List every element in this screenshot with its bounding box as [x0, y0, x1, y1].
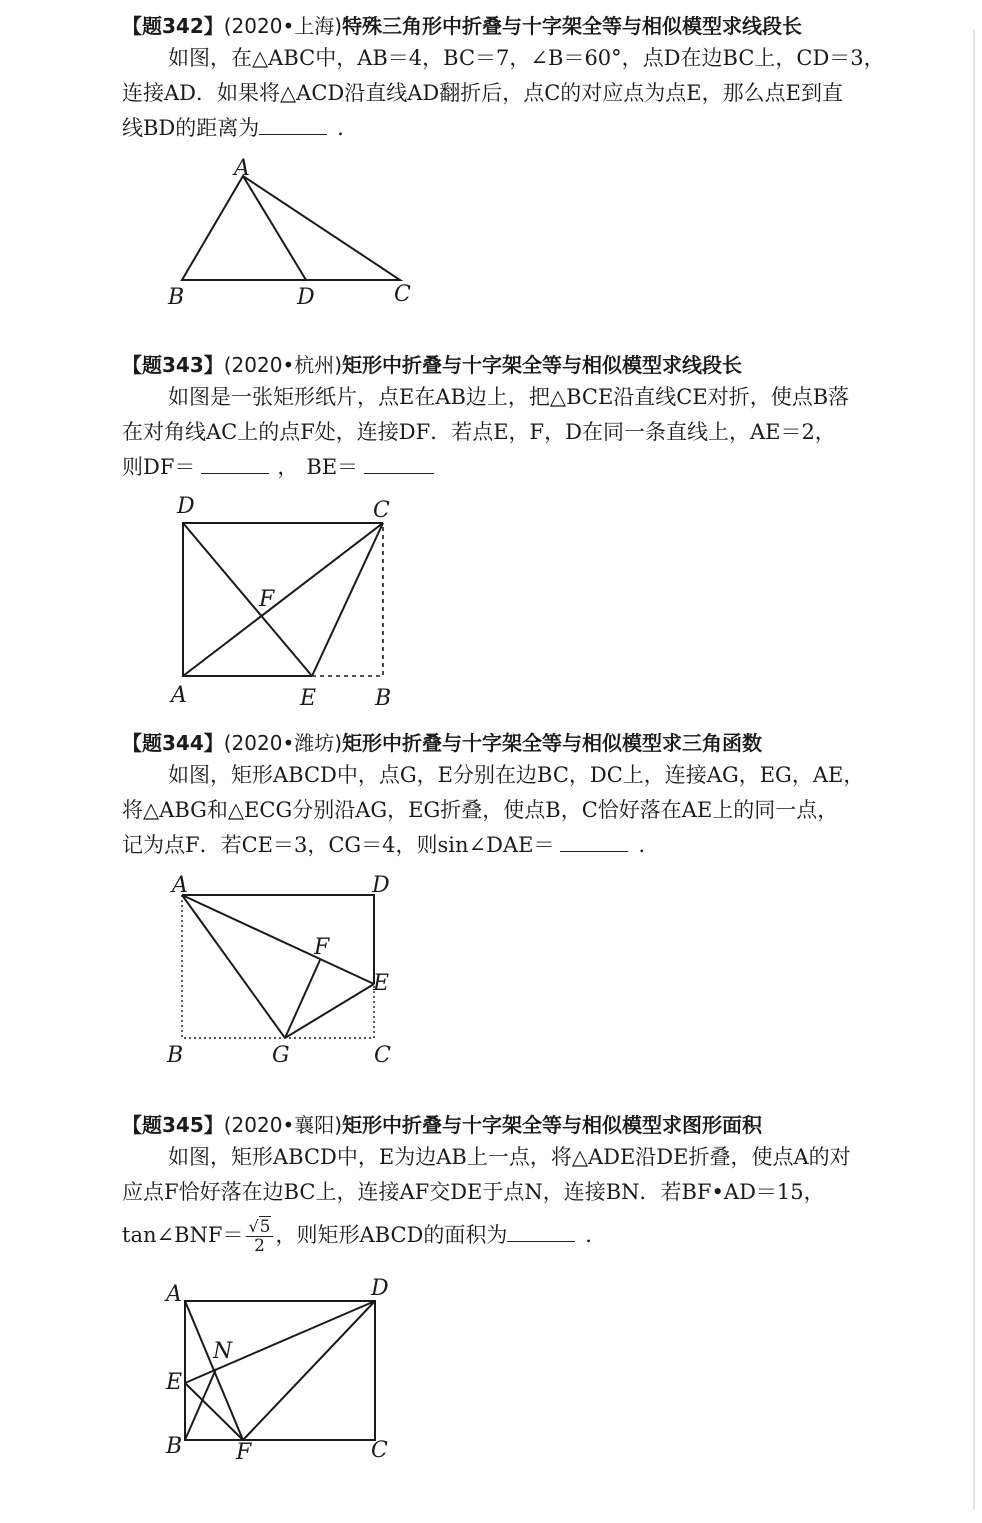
sentence-end: ． [638, 833, 660, 857]
point-label-d: D [372, 873, 390, 898]
point-label-n: N [213, 1339, 233, 1364]
folded-edges-dotted [182, 895, 374, 1038]
point-label-a: A [172, 873, 188, 898]
sentence-end: ． [337, 116, 359, 140]
problem-source: (2020•襄阳) [223, 1113, 343, 1137]
segment-df [243, 1301, 375, 1440]
problem-text: ，则矩形ABCD的面积为 [275, 1223, 508, 1247]
point-label-d: D [371, 1276, 389, 1301]
problem-source: (2020•上海) [223, 14, 343, 38]
point-label-a: A [166, 1282, 182, 1307]
figure-342 [160, 150, 430, 310]
segment-ad [243, 176, 306, 280]
problem-topic: 矩形中折叠与十字架全等与相似模型求线段长 [342, 353, 743, 377]
fraction-denominator: 2 [254, 1236, 265, 1256]
answer-blank[interactable] [560, 831, 628, 852]
problem-topic: 特殊三角形中折叠与十字架全等与相似模型求线段长 [342, 14, 803, 38]
problem-header [122, 1110, 952, 1140]
answer-blank-be[interactable] [364, 453, 434, 474]
diagonal-ac [183, 523, 383, 676]
point-label-b: B [166, 1434, 183, 1459]
point-label-g: G [272, 1043, 290, 1068]
point-label-f: F [314, 935, 330, 960]
problem-343 [122, 350, 952, 485]
tan-prefix: tan∠BNF＝ [122, 1223, 244, 1247]
problem-number: 【题342】 [122, 14, 224, 38]
figure-343 [160, 490, 410, 710]
fraction-sqrt5-over-2 [246, 1218, 272, 1255]
answer-blank-df[interactable] [201, 453, 269, 474]
problem-number: 【题345】 [122, 1113, 224, 1137]
problem-text-line [122, 1210, 952, 1260]
point-label-c: C [373, 498, 390, 523]
problem-header [122, 728, 952, 758]
problem-text-line [122, 828, 952, 863]
problem-answer-line [122, 450, 952, 485]
point-label-c: C [394, 282, 411, 307]
sentence-end: ． [585, 1223, 607, 1247]
point-label-c: C [371, 1438, 388, 1463]
problem-344 [122, 728, 952, 863]
point-label-a: A [234, 156, 250, 181]
triangle-abc [182, 176, 400, 280]
problem-text-line: 如图，在△ABC中，AB＝4，BC＝7，∠B＝60°，点D在边BC上，CD＝3， [168, 46, 885, 70]
point-label-d: D [297, 285, 315, 310]
point-label-f: F [259, 587, 275, 612]
segment-ef [185, 1383, 243, 1440]
problem-header [122, 11, 952, 41]
point-label-b: B [375, 686, 392, 711]
problem-source: (2020•杭州) [223, 353, 343, 377]
problem-text-line: 将△ABG和△ECG分别沿AG，EG折叠，使点B，C恰好落在AE上的同一点， [122, 798, 839, 822]
point-label-b: B [167, 1043, 184, 1068]
answer-blank[interactable] [507, 1221, 575, 1242]
sqrt-sign: √ [248, 1217, 259, 1236]
problem-text-line: 应点F恰好落在边BC上，连接AF交DE于点N，连接BN．若BF•AD＝15， [122, 1180, 825, 1204]
segment-de [183, 523, 312, 676]
problem-text-line: 如图，矩形ABCD中，点G，E分别在边BC，DC上，连接AG，EG，AE， [168, 763, 865, 787]
segment-ae [182, 895, 374, 984]
point-label-a: A [171, 683, 187, 708]
answer-label-df: 则DF＝ [122, 455, 196, 479]
point-label-f: F [236, 1440, 252, 1465]
answer-label-be: BE＝ [306, 455, 359, 479]
sqrt-radicand: 5 [259, 1217, 271, 1237]
point-label-e: E [300, 686, 317, 711]
segment-ag [182, 895, 285, 1038]
figure-345 [160, 1275, 410, 1470]
problem-text: 记为点F．若CE＝3，CG＝4，则sin∠DAE＝ [122, 833, 555, 857]
problem-number: 【题343】 [122, 353, 224, 377]
point-label-d: D [177, 494, 195, 519]
problem-text-line [122, 111, 952, 146]
point-label-b: B [168, 285, 185, 310]
point-label-e: E [166, 1370, 183, 1395]
point-label-e: E [373, 971, 390, 996]
problem-text-line: 如图是一张矩形纸片，点E在AB边上，把△BCE沿直线CE对折，使点B落 [168, 385, 850, 409]
problem-345 [122, 1110, 952, 1260]
problem-342 [122, 11, 952, 146]
problem-text-line: 在对角线AC上的点F处，连接DF．若点E，F，D在同一条直线上，AE＝2， [122, 420, 836, 444]
problem-source: (2020•潍坊) [223, 731, 343, 755]
problem-text: 线BD的距离为 [122, 116, 260, 140]
problem-header [122, 350, 952, 380]
answer-blank[interactable] [259, 114, 327, 135]
page-edge-shadow [973, 30, 975, 1510]
segment-eg [285, 984, 374, 1038]
problem-text-line: 连接AD．如果将△ACD沿直线AD翻折后，点C的对应点为点E，那么点E到直 [122, 81, 843, 105]
problem-number: 【题344】 [122, 731, 224, 755]
problem-topic: 矩形中折叠与十字架全等与相似模型求三角函数 [342, 731, 763, 755]
fraction-numerator [246, 1218, 272, 1237]
problem-text-line: 如图，矩形ABCD中，E为边AB上一点，将△ADE沿DE折叠，使点A的对 [168, 1145, 851, 1169]
figure-344 [160, 870, 410, 1070]
separator: ， [277, 455, 299, 479]
segment-bn [185, 1369, 216, 1440]
segment-ce [312, 523, 383, 676]
point-label-c: C [374, 1043, 391, 1068]
problem-topic: 矩形中折叠与十字架全等与相似模型求图形面积 [342, 1113, 763, 1137]
